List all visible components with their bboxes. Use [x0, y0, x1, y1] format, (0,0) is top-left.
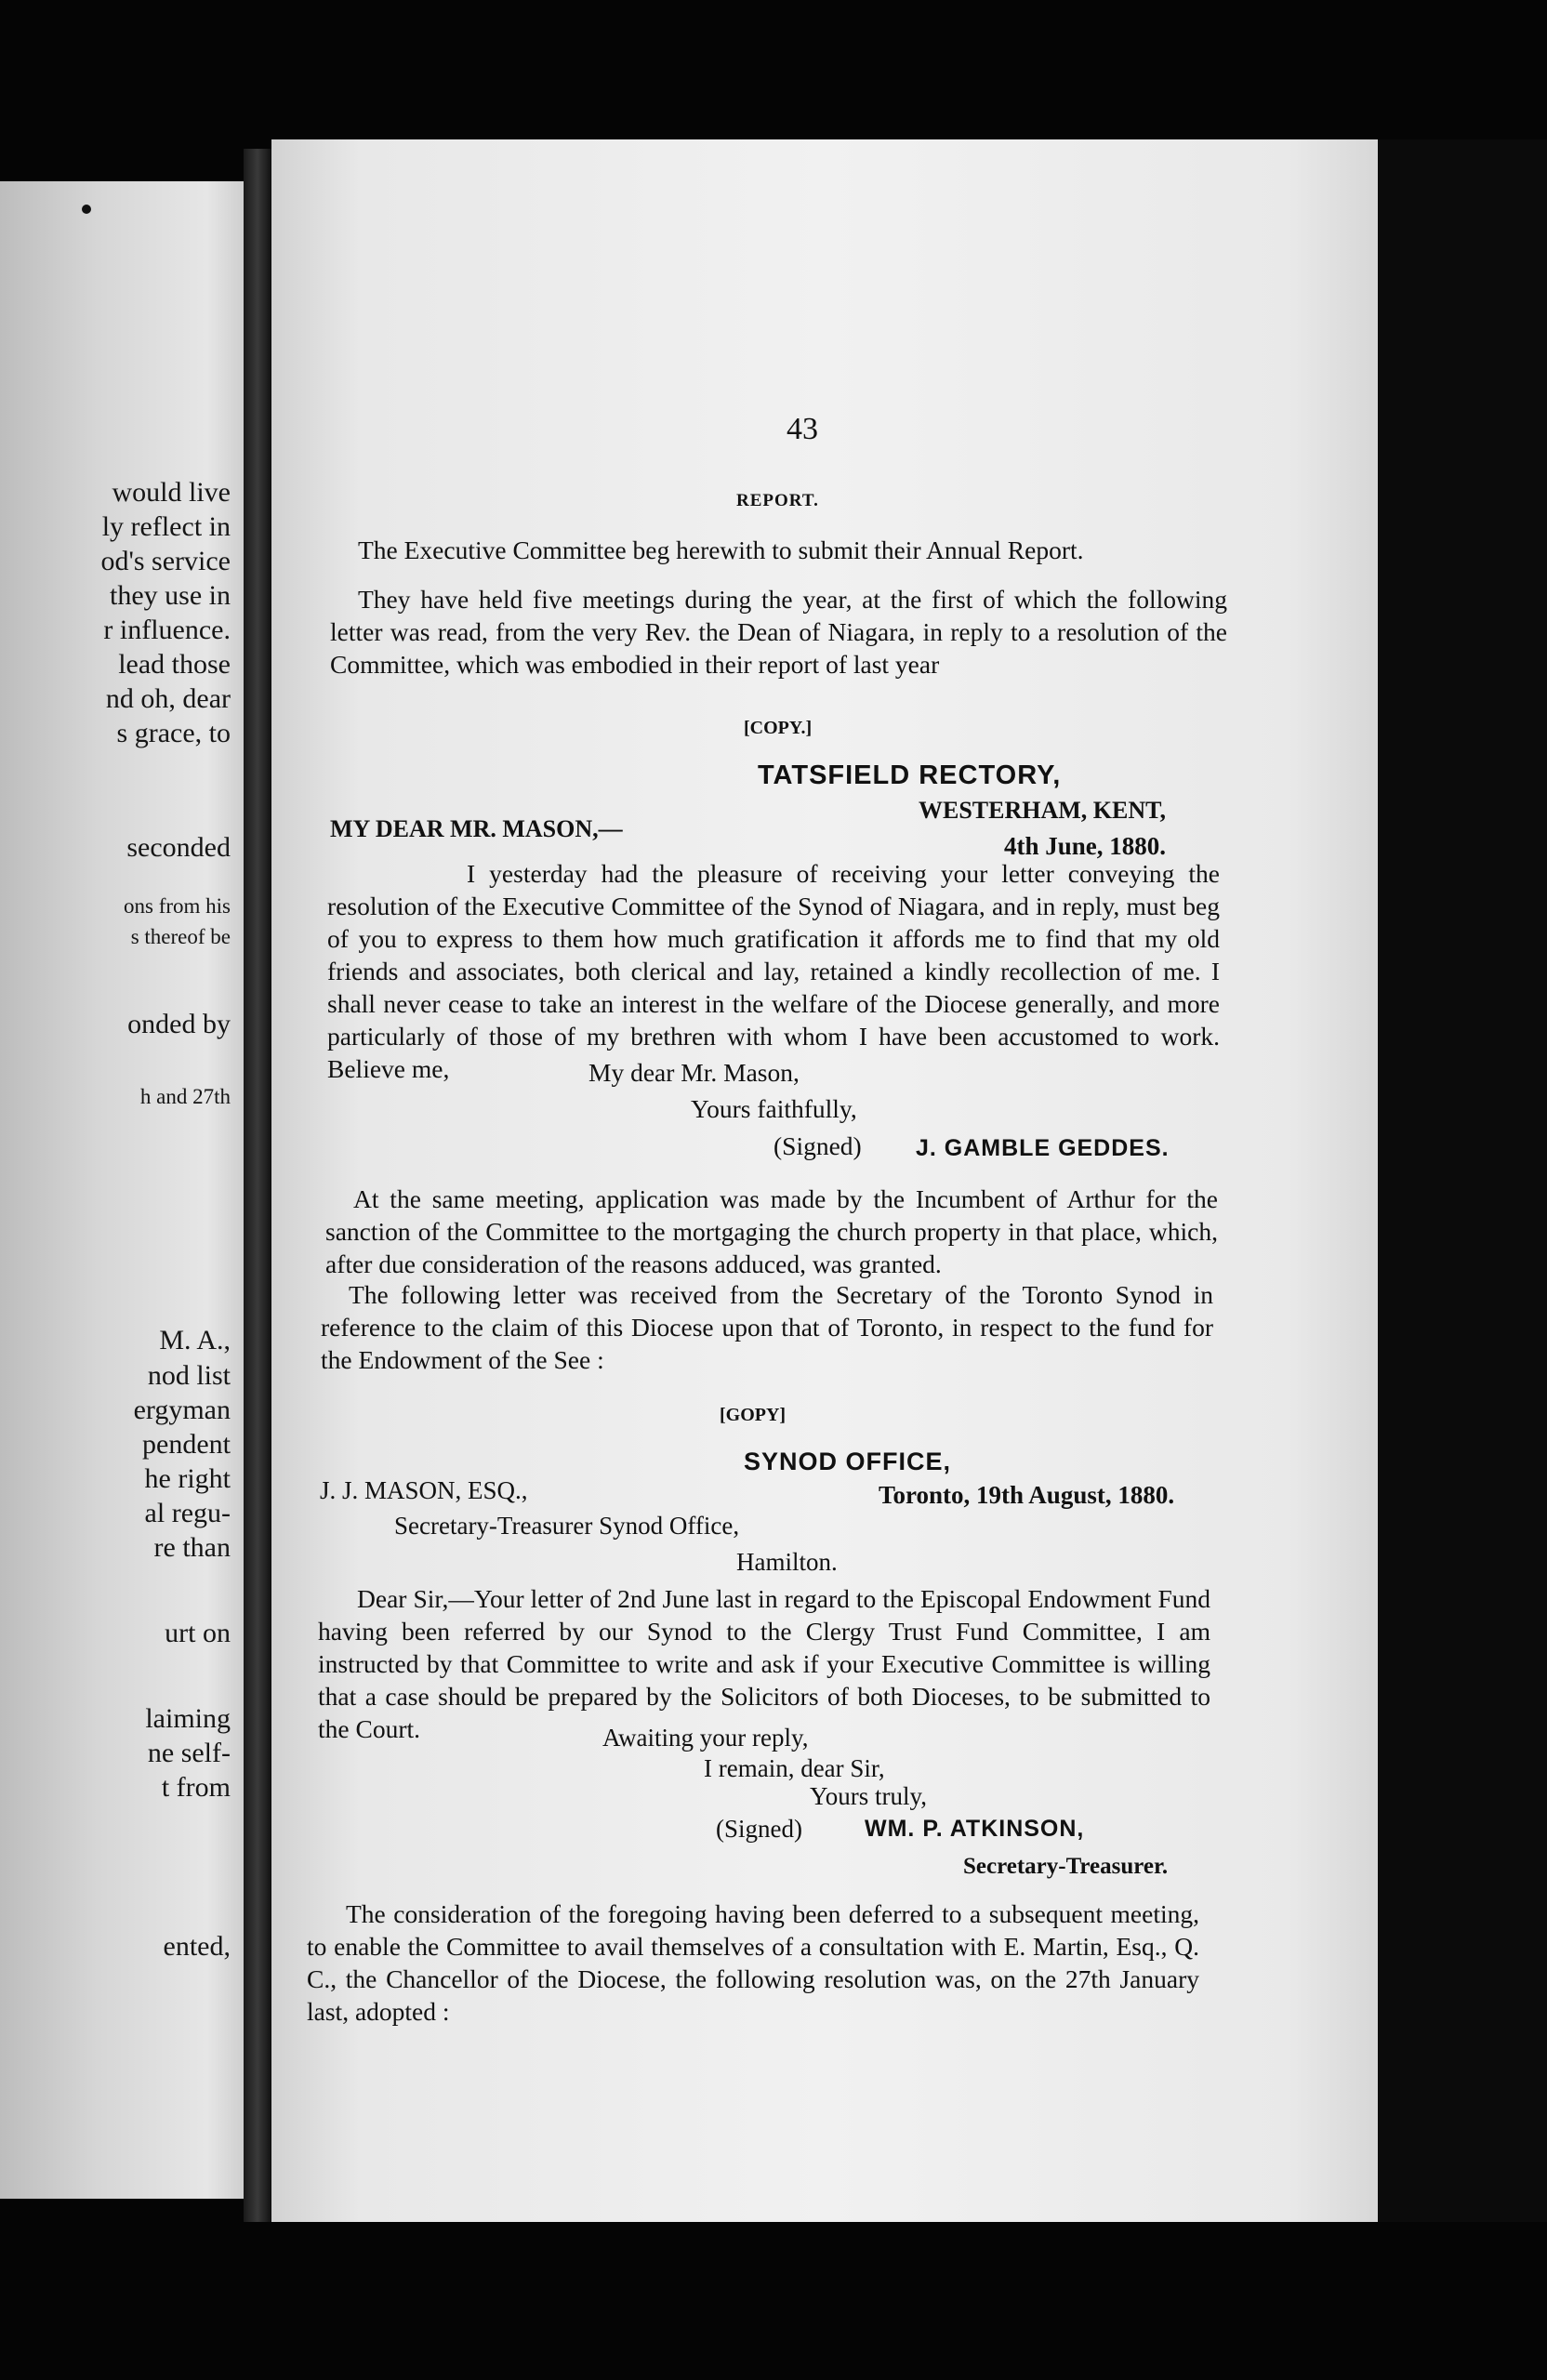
paragraph-arthur: At the same meeting, application was made by the Incumbent of Arthur for the sanction of the Committee to the mortgaging the church property in that place, which, after due consideration of the reasons adduced, was granted. [325, 1184, 1218, 1278]
signatory-title: Secretary-Treasurer. [963, 1854, 1169, 1879]
ink-dot [82, 205, 91, 214]
signed-label: (Signed) [774, 1131, 862, 1160]
scan-border-right [1378, 139, 1547, 2222]
intro-paragraph: The Executive Committee beg herewith to submit their Annual Report. [358, 536, 1084, 564]
left-line: laiming [145, 1703, 231, 1734]
left-line: they use in [110, 580, 231, 611]
letter-addressee: J. J. MASON, ESQ., [320, 1476, 528, 1504]
letter-addressee-3: Hamilton. [736, 1548, 838, 1576]
copy-label: [GOPY] [720, 1405, 787, 1425]
section-heading: REPORT. [736, 491, 819, 510]
copy-label: [COPY.] [744, 718, 813, 738]
left-line: ented, [163, 1931, 231, 1962]
left-line: he right [144, 1463, 231, 1494]
paragraph-final: The consideration of the foregoing having been deferred to a subsequent meeting, to enable the Committee to avail themselves of a consultation with E. Martin, Esq., Q. C., the Chancellor of the Diocese, the following resolution was, on the 27th January last, adopted : [307, 1899, 1199, 2026]
letter-date: 4th June, 1880. [1004, 832, 1167, 860]
letter-closing: Yours faithfully, [691, 1094, 857, 1123]
left-line: ons from his [124, 894, 231, 918]
left-line: re than [153, 1532, 231, 1563]
left-line: M. A., [159, 1325, 231, 1355]
left-line: ergyman [133, 1395, 231, 1425]
left-line: urt on [165, 1618, 231, 1648]
left-line: al regu- [144, 1498, 231, 1528]
signature: WM. P. ATKINSON, [865, 1816, 1085, 1842]
intro-paragraph-2: They have held five meetings during the year, at the first of which the following letter was read, from the very Rev. the Dean of Niagara, in reply to a resolution of the Committee, which was embodied in their report of last year [330, 585, 1227, 679]
letter-body: I yesterday had the pleasure of receiving your letter conveying the resolution of the Executive Committee of the Synod of Niagara, and in reply, must beg of you to express to them how much gratification it affords me to find that my old friends and associates, both clerical and lay, retained a kindly recollection of me. I shall never cease to take an interest in the welfare of the Diocese generally, and more particularly of those of my brethren with whom I have been accustomed to work. Believe me, [327, 859, 1220, 1083]
paragraph-toronto: The following letter was received from the Secretary of the Toronto Synod in reference to the claim of this Diocese upon that of Toronto, in respect to the fund for the Endowment of the See : [321, 1280, 1213, 1374]
letter-body: Dear Sir,—Your letter of 2nd June last in regard to the Episcopal Endowment Fund having been referred by our Synod to the Clergy Trust Fund Committee, I am instructed by that Committee to write and ask if your Executive Committee is willing that a case should be prepared by the Solicitors of both Dioceses, to be submitted to the Court. [318, 1584, 1210, 1743]
left-line: h and 27th [139, 1085, 231, 1108]
letter-closing: Yours truly, [810, 1782, 928, 1810]
book-gutter [244, 149, 271, 2222]
letter-closing: My dear Mr. Mason, [588, 1058, 800, 1087]
left-line: ne self- [147, 1738, 231, 1768]
page-number: 43 [787, 412, 818, 446]
letter-place: SYNOD OFFICE, [744, 1448, 952, 1475]
left-line: lead those [118, 649, 231, 680]
left-line: ly reflect in [101, 511, 231, 542]
letter-date: Toronto, 19th August, 1880. [879, 1481, 1175, 1509]
left-line: pendent [142, 1429, 231, 1460]
left-line: would live [112, 477, 231, 508]
left-facing-page [0, 181, 244, 2199]
letter-place-2: WESTERHAM, KENT, [919, 797, 1167, 824]
left-line: onded by [127, 1009, 231, 1039]
left-line: nod list [147, 1360, 231, 1391]
signed-label: (Signed) [716, 1815, 802, 1843]
letter-place: TATSFIELD RECTORY, [758, 760, 1062, 790]
left-line: s thereof be [130, 925, 231, 948]
left-line: r influence. [103, 615, 231, 645]
left-line: od's service [100, 546, 231, 576]
signature: J. GAMBLE GEDDES. [916, 1135, 1170, 1161]
letter-addressee-2: Secretary-Treasurer Synod Office, [394, 1512, 740, 1540]
left-line: s grace, to [116, 718, 231, 748]
left-line: nd oh, dear [105, 683, 231, 714]
left-line: t from [161, 1772, 231, 1803]
letter-closing: I remain, dear Sir, [704, 1754, 885, 1782]
left-line: seconded [126, 832, 231, 863]
letter-closing: Awaiting your reply, [602, 1724, 809, 1752]
letter-salutation: MY DEAR MR. MASON,— [330, 815, 623, 842]
